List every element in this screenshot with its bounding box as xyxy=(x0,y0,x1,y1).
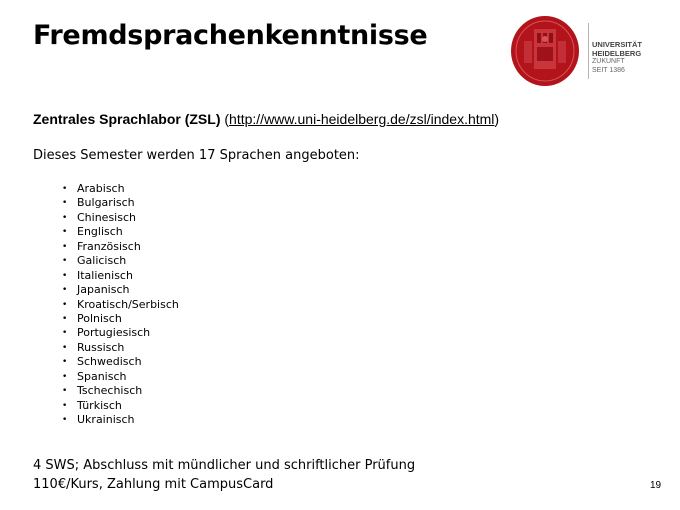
list-item xyxy=(62,355,179,369)
bullet-icon: • xyxy=(62,386,68,397)
zsl-close-paren: ) xyxy=(494,111,500,127)
language-list xyxy=(62,182,179,427)
zsl-open-paren: ( xyxy=(220,111,230,127)
language-label: Spanisch xyxy=(77,369,127,383)
language-label: Portugiesisch xyxy=(77,326,151,340)
list-item xyxy=(62,182,179,196)
bullet-icon: • xyxy=(62,371,68,382)
list-item xyxy=(62,196,179,210)
bullet-icon: • xyxy=(62,184,68,194)
logo-line-3: ZUKUNFT xyxy=(592,58,625,65)
intro-text: Dieses Semester werden 17 Sprachen angeboten: xyxy=(33,148,360,163)
list-item xyxy=(62,240,179,254)
logo-line-4: SEIT 1386 xyxy=(592,66,625,74)
list-item xyxy=(62,225,179,239)
list-item xyxy=(62,384,179,398)
logo-divider xyxy=(588,23,589,79)
logo-line-1: UNIVERSITÄT xyxy=(592,40,643,49)
bullet-icon: • xyxy=(62,285,68,296)
list-item xyxy=(62,254,179,268)
language-label: Polnisch xyxy=(77,311,122,325)
slide-title: Fremdsprachenkenntnisse xyxy=(33,20,428,51)
footer-line-2: 110€/Kurs, Zahlung mit CampusCard xyxy=(33,477,274,492)
list-item xyxy=(62,370,179,384)
zsl-line xyxy=(33,111,499,127)
language-label: Tschechisch xyxy=(77,384,143,398)
bullet-icon: • xyxy=(62,328,68,339)
zsl-link[interactable]: http://www.uni-heidelberg.de/zsl/index.html xyxy=(229,111,495,127)
zsl-name: Zentrales Sprachlabor (ZSL) xyxy=(33,111,221,127)
bullet-icon: • xyxy=(62,415,68,425)
list-item xyxy=(62,298,179,312)
bullet-icon: • xyxy=(62,342,68,353)
page-number: 19 xyxy=(650,480,662,491)
language-label: Türkisch xyxy=(77,398,122,412)
language-label: Russisch xyxy=(77,340,125,354)
bullet-icon: • xyxy=(62,313,68,324)
footer-text xyxy=(33,456,415,494)
logo-line-2: HEIDELBERG xyxy=(592,48,642,58)
list-item xyxy=(62,326,179,340)
list-item xyxy=(62,269,179,283)
list-item xyxy=(62,312,179,326)
bullet-icon: • xyxy=(62,212,68,223)
bullet-icon: • xyxy=(62,400,68,411)
university-logo xyxy=(510,15,660,87)
logo-wordmark xyxy=(592,41,662,75)
university-seal-icon xyxy=(510,15,580,87)
bullet-icon: • xyxy=(62,241,68,252)
language-label: Schwedisch xyxy=(77,355,142,369)
list-item xyxy=(62,399,179,413)
language-label: Französisch xyxy=(77,239,141,253)
language-label: Kroatisch/Serbisch xyxy=(77,297,179,311)
footer-line-1: 4 SWS; Abschluss mit mündlicher und schriftlicher Prüfung xyxy=(33,458,416,473)
bullet-icon: • xyxy=(62,357,68,368)
list-item xyxy=(62,283,179,297)
language-label: Italienisch xyxy=(77,268,133,282)
bullet-icon: • xyxy=(62,299,68,310)
language-label: Arabisch xyxy=(77,182,125,195)
bullet-icon: • xyxy=(62,256,68,267)
language-label: Galicisch xyxy=(77,254,127,268)
list-item xyxy=(62,211,179,225)
language-label: Chinesisch xyxy=(77,210,136,224)
bullet-icon: • xyxy=(62,227,68,238)
list-item xyxy=(62,341,179,355)
language-label: Ukrainisch xyxy=(77,413,135,426)
language-label: Japanisch xyxy=(77,283,130,297)
list-item xyxy=(62,413,179,427)
language-label: Englisch xyxy=(77,225,123,239)
language-label: Bulgarisch xyxy=(77,196,135,210)
bullet-icon: • xyxy=(62,270,68,281)
bullet-icon: • xyxy=(62,198,68,209)
